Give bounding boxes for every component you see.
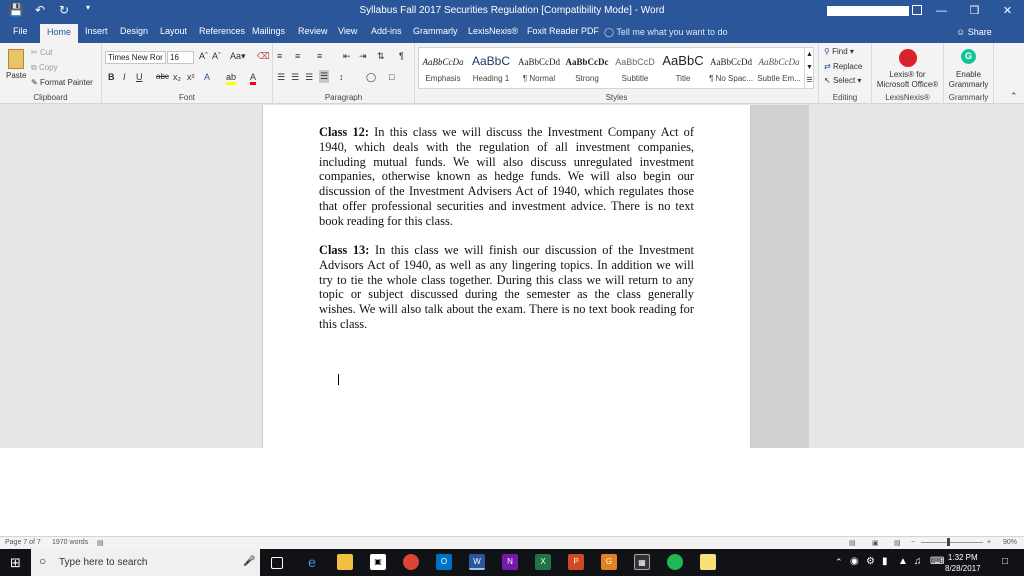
- styles-scroll[interactable]: ▲ ▼ ☰: [804, 48, 814, 88]
- italic-icon[interactable]: I: [123, 72, 126, 82]
- action-center-icon[interactable]: □: [1002, 556, 1009, 567]
- print-layout-icon[interactable]: ▣: [872, 540, 879, 547]
- strikethrough-icon[interactable]: abc: [156, 72, 169, 81]
- font-group-label: Font: [178, 93, 195, 102]
- taskbar: [0, 549, 1024, 576]
- ribbon-display-options-icon[interactable]: [912, 5, 922, 15]
- file-explorer-icon[interactable]: [337, 554, 353, 570]
- taskbar-search[interactable]: [31, 549, 260, 576]
- onenote-icon[interactable]: N: [502, 554, 518, 570]
- customize-icon[interactable]: ▾: [85, 3, 90, 12]
- word-count[interactable]: 1970 words: [52, 539, 89, 546]
- style-sample: AaBbCcDd: [518, 57, 560, 67]
- tab-references[interactable]: References: [199, 26, 246, 36]
- network-icon[interactable]: ▲: [898, 556, 908, 567]
- title-bar: [0, 0, 1024, 22]
- find-button[interactable]: ⚲ Find ▾: [824, 47, 854, 56]
- cursor-icon: ↖: [824, 76, 831, 85]
- ribbon-tabs: [0, 22, 1024, 43]
- style-sample: AaBbCcDa: [422, 57, 464, 67]
- lexis-logo-icon[interactable]: [899, 49, 917, 67]
- lexisnexis-group: [872, 43, 944, 104]
- font-size-combo[interactable]: 16: [167, 51, 194, 64]
- copy-label: Copy: [38, 63, 58, 72]
- style-title[interactable]: [659, 48, 707, 88]
- tab-view[interactable]: View: [338, 26, 358, 36]
- clear-formatting-icon[interactable]: ⌫: [257, 51, 270, 61]
- font-color-icon[interactable]: A: [250, 72, 256, 85]
- paragraph-group: [273, 43, 415, 104]
- style-sample: AaBbC: [662, 53, 704, 68]
- style-sample: AaBbCcDa: [758, 57, 800, 67]
- lightbulb-icon: ◯: [604, 27, 615, 37]
- style-heading-1[interactable]: [467, 48, 515, 88]
- web-layout-icon[interactable]: ▤: [894, 540, 901, 547]
- system-clock[interactable]: [945, 552, 981, 574]
- style-name: Heading 1: [472, 74, 510, 83]
- multilevel-list-icon[interactable]: ≡: [317, 51, 323, 61]
- bullets-icon[interactable]: ≡: [277, 51, 283, 61]
- tab-insert[interactable]: Insert: [85, 26, 108, 36]
- text-cursor: [338, 374, 339, 385]
- cut-button[interactable]: [31, 48, 52, 57]
- borders-icon[interactable]: □: [389, 72, 395, 82]
- save-icon[interactable]: 💾: [8, 3, 24, 17]
- style-name: Subtitle: [621, 74, 649, 83]
- select-label: Select: [832, 76, 856, 85]
- style-strong[interactable]: [563, 48, 611, 88]
- read-mode-icon[interactable]: ▤: [849, 540, 856, 547]
- cut-label: Cut: [39, 48, 53, 57]
- zoom-slider[interactable]: [921, 542, 983, 543]
- decrease-indent-icon[interactable]: ⇤: [343, 51, 351, 61]
- align-left-icon[interactable]: ☰: [277, 72, 286, 82]
- excel-icon[interactable]: X: [535, 554, 551, 570]
- tab-foxit-reader-pdf[interactable]: Foxit Reader PDF: [527, 26, 600, 36]
- format-painter-button[interactable]: [31, 78, 93, 87]
- zoom-out-icon[interactable]: −: [911, 539, 916, 546]
- style-name: Emphasis: [425, 74, 461, 83]
- outlook-icon[interactable]: O: [436, 554, 452, 570]
- style-name: Strong: [575, 74, 599, 83]
- grammarly-group: [944, 43, 994, 104]
- zoom-slider-thumb[interactable]: [947, 538, 950, 546]
- style-sample: AaBbCcDc: [565, 57, 609, 67]
- grammarly-logo-icon[interactable]: G: [961, 49, 976, 64]
- show-formatting-marks-icon[interactable]: ¶: [399, 51, 404, 61]
- paragraph-class-13[interactable]: [319, 243, 694, 332]
- close-button[interactable]: ✕: [1002, 5, 1013, 17]
- store-icon[interactable]: ▣: [370, 554, 386, 570]
- tray-app-icon[interactable]: ◉: [850, 556, 859, 567]
- styles-gallery: [418, 47, 814, 89]
- microphone-icon[interactable]: 🎤: [243, 556, 256, 567]
- tab-review[interactable]: Review: [298, 26, 328, 36]
- change-case-icon[interactable]: Aa▾: [230, 51, 246, 61]
- tab-layout[interactable]: Layout: [160, 26, 188, 36]
- redo-icon[interactable]: ↻: [58, 3, 70, 17]
- style-emphasis[interactable]: [419, 48, 467, 88]
- style-name: ¶ Normal: [522, 74, 556, 83]
- scissors-icon: ✂: [31, 48, 38, 57]
- share-button[interactable]: [956, 27, 992, 37]
- styles-group-label: Styles: [605, 93, 628, 102]
- clipboard-group: [0, 43, 102, 104]
- page-count[interactable]: Page 7 of 7: [5, 539, 41, 546]
- task-view-icon[interactable]: [271, 557, 283, 569]
- restore-button[interactable]: ❒: [969, 5, 980, 17]
- tell-me-label: Tell me what you want to do: [616, 27, 728, 37]
- bold-icon[interactable]: B: [108, 72, 115, 82]
- copy-button[interactable]: [31, 63, 58, 73]
- find-label: Find: [832, 47, 848, 56]
- person-icon: ☺: [956, 27, 966, 37]
- style-no-spacing[interactable]: [707, 48, 755, 88]
- spotify-icon[interactable]: [667, 554, 683, 570]
- zoom-level[interactable]: 90%: [1003, 539, 1018, 546]
- calculator-icon[interactable]: ▦: [634, 554, 650, 570]
- foxit-icon[interactable]: G: [601, 554, 617, 570]
- show-hidden-icons-icon[interactable]: ⌃: [835, 557, 843, 567]
- editing-group: [819, 43, 872, 104]
- word-icon[interactable]: W: [469, 554, 485, 570]
- replace-icon: ⇄: [824, 62, 831, 71]
- font-group: [102, 43, 273, 104]
- paste-icon[interactable]: [8, 49, 24, 69]
- clock-date: 8/28/2017: [945, 564, 981, 573]
- paragraph-class-12[interactable]: [319, 125, 694, 229]
- style-sample: AaBbCcDd: [710, 57, 752, 67]
- tab-file[interactable]: File: [13, 26, 28, 36]
- share-label: Share: [967, 27, 992, 37]
- style-subtle-emphasis[interactable]: [755, 48, 803, 88]
- copy-icon: ⧉: [31, 63, 37, 72]
- undo-icon[interactable]: ↶: [34, 3, 46, 17]
- windows-start-icon[interactable]: ⊞: [10, 555, 21, 570]
- lexis-label-1[interactable]: Lexis® for: [889, 70, 926, 79]
- line-spacing-icon[interactable]: ↕: [339, 72, 344, 82]
- text-effects-icon[interactable]: A: [204, 72, 211, 82]
- proofing-icon[interactable]: ▤: [97, 540, 104, 547]
- tray-gear-icon[interactable]: ⚙: [866, 556, 875, 567]
- clock-time: 1:32 PM: [947, 553, 978, 562]
- superscript-icon[interactable]: x²: [187, 72, 195, 82]
- clipboard-group-label: Clipboard: [33, 93, 68, 102]
- paste-button[interactable]: Paste: [6, 71, 27, 80]
- edge-icon[interactable]: e: [308, 554, 316, 570]
- select-button[interactable]: ↖ Select ▾: [824, 76, 862, 85]
- battery-icon[interactable]: ▮: [882, 556, 888, 567]
- style-sample: AaBbCcD: [615, 57, 655, 67]
- grammarly-label-2[interactable]: Grammarly: [948, 80, 989, 89]
- replace-label: Replace: [832, 62, 863, 71]
- keyboard-icon[interactable]: ⌨: [930, 556, 945, 567]
- tab-lexisnexis[interactable]: LexisNexis®: [468, 26, 519, 36]
- style-name: Title: [675, 74, 691, 83]
- taskbar-search-placeholder: Type here to search: [59, 557, 148, 568]
- zoom-in-icon[interactable]: +: [987, 539, 992, 546]
- status-bar: [0, 536, 1024, 549]
- align-right-icon[interactable]: ☰: [305, 72, 314, 82]
- chrome-icon[interactable]: [403, 554, 419, 570]
- justify-icon[interactable]: ☰: [320, 71, 329, 81]
- ribbon: [0, 43, 1024, 104]
- subscript-icon[interactable]: x₂: [173, 72, 181, 82]
- font-name-combo[interactable]: Times New Ror: [105, 51, 166, 64]
- search-circle-icon: ○: [39, 554, 47, 568]
- powerpoint-icon[interactable]: P: [568, 554, 584, 570]
- volume-icon[interactable]: ♫: [914, 556, 922, 567]
- class-12-heading: Class 12:: [319, 125, 369, 139]
- tell-me-search[interactable]: [604, 27, 727, 38]
- tab-mailings[interactable]: Mailings: [252, 26, 286, 36]
- highlight-icon[interactable]: ab: [226, 72, 236, 85]
- grammarly-group-label: Grammarly: [948, 93, 989, 102]
- increase-indent-icon[interactable]: ⇥: [359, 51, 367, 61]
- lexisnexis-group-label: LexisNexis®: [885, 93, 930, 102]
- sticky-notes-icon[interactable]: [700, 554, 716, 570]
- grow-font-icon[interactable]: Aˆ: [199, 51, 208, 61]
- center-icon[interactable]: ☰: [291, 72, 300, 82]
- lexis-label-2[interactable]: Microsoft Office®: [876, 80, 939, 89]
- class-12-body: In this class we will discuss the Investment Company Act of 1940, which deals with the regulation of all investment companies, including mutual funds. We will also discuss unregulated investment companies, otherwise known as hedge funds. We will also begin our discussion of the Investment Advisers Act of 1940, which regulates those that offer professional securities and investment advice. There is no text book reading for this class.: [319, 125, 694, 228]
- window-title: Syllabus Fall 2017 Securities Regulation [Compatibility Mode] - Word: [359, 5, 665, 16]
- style-subtitle[interactable]: [611, 48, 659, 88]
- paragraph-group-label: Paragraph: [324, 93, 363, 102]
- right-gray-margin: [751, 105, 809, 448]
- tab-add-ins[interactable]: Add-ins: [371, 26, 402, 36]
- editing-group-label: Editing: [832, 93, 858, 102]
- collapse-ribbon-icon[interactable]: ⌃: [1010, 91, 1018, 101]
- style-name: ¶ No Spac...: [709, 74, 753, 83]
- style-normal[interactable]: [515, 48, 563, 88]
- search-icon: ⚲: [824, 47, 830, 56]
- underline-icon[interactable]: U: [136, 72, 143, 82]
- style-name: Subtle Em...: [757, 74, 801, 83]
- shrink-font-icon[interactable]: Aˇ: [212, 51, 221, 61]
- sort-icon[interactable]: ⇅: [377, 51, 385, 61]
- style-sample: AaBbC: [471, 54, 511, 68]
- replace-button[interactable]: [824, 62, 862, 71]
- shading-icon[interactable]: ◯: [366, 72, 377, 82]
- window-controls: [925, 0, 1024, 22]
- tab-home[interactable]: Home: [40, 24, 78, 43]
- grammarly-label-1[interactable]: Enable: [956, 70, 981, 79]
- tab-grammarly[interactable]: Grammarly: [413, 26, 458, 36]
- format-painter-label: Format Painter: [39, 78, 93, 87]
- lower-blank-area: [0, 448, 1024, 536]
- tab-design[interactable]: Design: [120, 26, 149, 36]
- minimize-button[interactable]: —: [936, 5, 947, 17]
- class-13-body: In this class we will finish our discussion of the Investment Advisors Act of 1940, as well as any lingering topics. In addition we will try to tie the whole class together. During this class we will return to any topic or subject discussed during the semester as the class generally wishes. We will also talk about the exam. There is no text book reading for this class.: [319, 243, 694, 331]
- account-box[interactable]: [827, 6, 909, 16]
- class-13-heading: Class 13:: [319, 243, 370, 257]
- numbering-icon[interactable]: ≡: [295, 51, 301, 61]
- paintbrush-icon: ✎: [31, 78, 38, 87]
